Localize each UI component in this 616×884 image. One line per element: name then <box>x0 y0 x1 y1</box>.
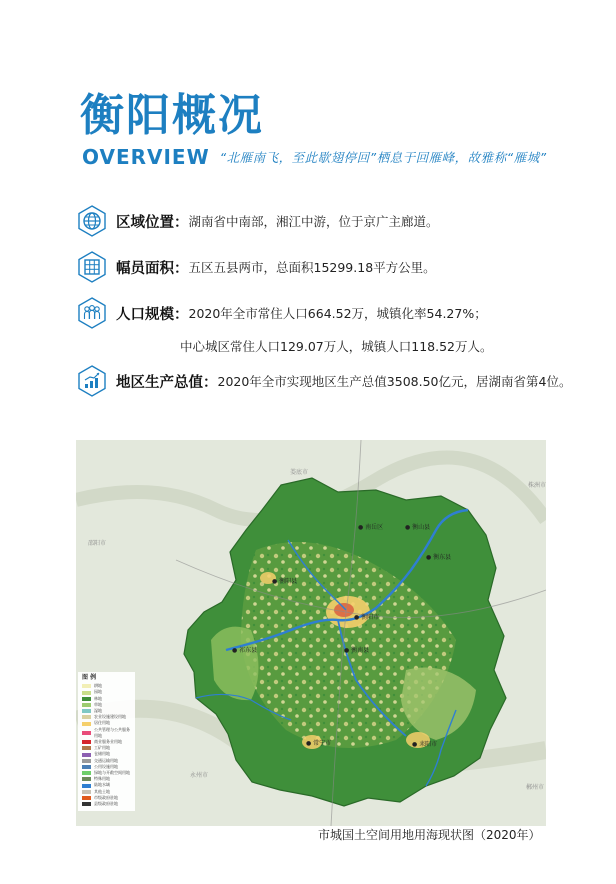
legend-swatch <box>82 740 91 744</box>
population-value: 2020年全市常住人口664.52万，城镇化率54.27%； <box>188 306 487 321</box>
legend-swatch <box>82 709 91 713</box>
place-label: ● 耒阳市 <box>412 741 438 748</box>
land-use-map <box>76 440 546 826</box>
legend-swatch <box>82 790 91 794</box>
globe-icon <box>76 205 108 237</box>
map-graphic <box>76 440 546 826</box>
info-location: 区域位置 ： 湖南省中南部，湘江中游，位于京广主廊道。 <box>76 205 439 237</box>
legend-swatch <box>82 802 91 806</box>
legend-label: 绿地与开敞空间用地 <box>94 770 130 776</box>
population-label: 人口规模 <box>116 306 174 323</box>
legend-swatch <box>82 722 91 726</box>
legend-swatch <box>82 697 91 701</box>
area-value: 五区五县两市，总面积15299.18平方公里。 <box>188 260 436 275</box>
legend-label: 公用设施用地 <box>94 763 118 769</box>
legend-swatch <box>82 746 91 750</box>
neighbor-label: 永州市 <box>190 772 209 779</box>
legend-swatch <box>82 753 91 757</box>
info-population: 人口规模 ： 2020年全市常住人口664.52万，城镇化率54.27%； <box>76 297 487 329</box>
legend-item <box>82 801 132 807</box>
page-title: 衡阳概况 <box>80 90 264 141</box>
legend-label: 耕地 <box>94 683 102 689</box>
legend-label: 特殊用地 <box>94 776 110 782</box>
legend-swatch <box>82 777 91 781</box>
legend-label: 其他土地 <box>94 788 110 794</box>
neighbor-label: 郴州市 <box>526 784 545 791</box>
population-value-line2: 中心城区常住人口129.07万人，城镇人口118.52万人。 <box>180 339 493 354</box>
legend-label: 交通运输用地 <box>94 757 118 763</box>
legend-label: 草地 <box>94 701 102 707</box>
legend-swatch <box>82 684 91 688</box>
place-label: ● 衡南县 <box>344 647 370 654</box>
info-gdp: 地区生产总值 ： 2020年全市实现地区生产总值3508.50亿元，居湖南省第4位。 <box>76 365 571 397</box>
place-label: ● 常宁市 <box>306 740 332 747</box>
legend-swatch <box>82 765 91 769</box>
legend-swatch <box>82 731 91 735</box>
legend-label: 仓储用地 <box>94 751 110 757</box>
location-value: 湖南省中南部，湘江中游，位于京广主廊道。 <box>188 214 439 229</box>
legend-label: 农业设施建设用地 <box>94 714 126 720</box>
legend-label: 湿地 <box>94 708 102 714</box>
map-legend <box>78 672 135 811</box>
legend-label: 市级政府驻地 <box>94 794 118 800</box>
legend-swatch <box>82 691 91 695</box>
area-label: 幅员面积 <box>116 260 174 277</box>
grid-icon <box>76 251 108 283</box>
people-icon <box>76 297 108 329</box>
slogan: “北雁南飞，至此歇翅停回”栖息于回雁峰，故雅称“雁城” <box>219 150 547 165</box>
gdp-label: 地区生产总值 <box>116 374 203 391</box>
place-label: ● 祁东县 <box>232 647 258 654</box>
legend-swatch <box>82 784 91 788</box>
legend-label: 商业服务业用地 <box>94 739 122 745</box>
legend-swatch <box>82 759 91 763</box>
legend-label: 公共管理与公共服务用地 <box>94 726 130 738</box>
place-label: ● 衡阳县 <box>272 578 298 585</box>
neighbor-label: 株洲市 <box>528 482 546 489</box>
gdp-value: 2020年全市实现地区生产总值3508.50亿元，居湖南省第4位。 <box>217 374 572 389</box>
place-label: ● 衡山县 <box>405 524 431 531</box>
legend-swatch <box>82 796 91 800</box>
legend-label: 林地 <box>94 695 102 701</box>
legend-title: 图 例 <box>82 674 97 681</box>
legend-swatch <box>82 771 91 775</box>
legend-swatch <box>82 715 91 719</box>
legend-label: 居住用地 <box>94 720 110 726</box>
info-area: 幅员面积 ： 五区五县两市，总面积15299.18平方公里。 <box>76 251 436 283</box>
growth-chart-icon <box>76 365 108 397</box>
place-label: ● 衡阳市 <box>354 614 380 621</box>
overview-title: OVERVIEW <box>82 145 210 169</box>
legend-swatch <box>82 703 91 707</box>
overview-header <box>82 142 602 172</box>
legend-item <box>82 727 132 739</box>
location-label: 区域位置 <box>116 214 174 231</box>
legend-label: 工矿用地 <box>94 745 110 751</box>
place-label: ● 衡东县 <box>426 554 452 561</box>
legend-label: 县级政府驻地 <box>94 801 118 807</box>
legend-label: 园地 <box>94 689 102 695</box>
neighbor-label: 邵阳市 <box>88 540 107 547</box>
place-label: ● 南岳区 <box>358 524 384 531</box>
legend-label: 陆地水域 <box>94 782 110 788</box>
map-caption: 市城国土空间用地用海现状图（2020年） <box>318 828 541 842</box>
neighbor-label: 娄底市 <box>290 469 309 476</box>
